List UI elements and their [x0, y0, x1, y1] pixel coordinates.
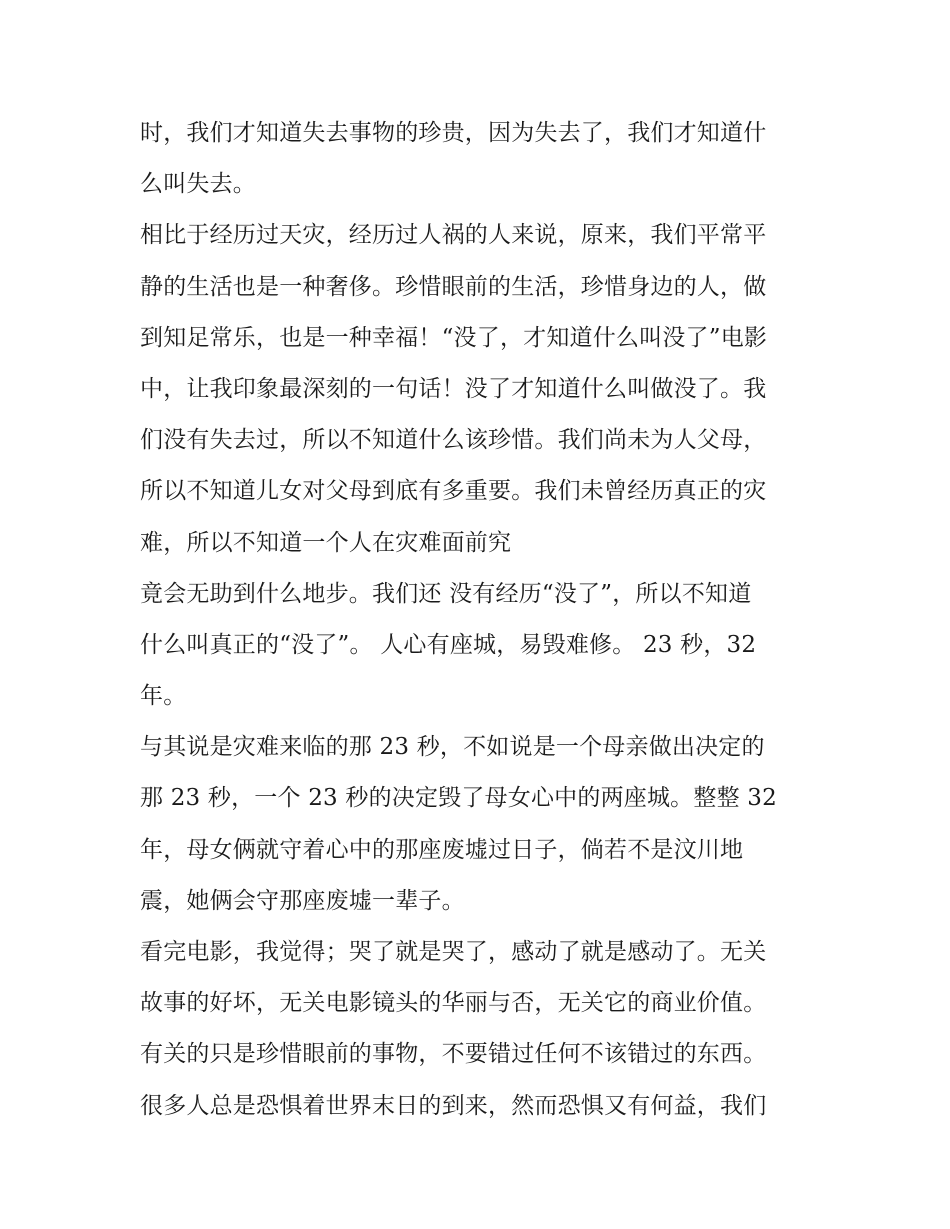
text-line: 么叫失去。	[140, 171, 256, 198]
text-line: 与其说是灾难来临的那 23 秒，不如说是一个母亲做出决定的	[140, 734, 765, 761]
text-line: 到知足常乐，也是一种幸福！“没了，才知道什么叫没了”电影	[140, 324, 768, 351]
text-line: 竟会无助到什么地步。我们还 没有经历“没了”，所以不知道	[140, 580, 752, 607]
text-line: 那 23 秒，一个 23 秒的决定毁了母女心中的两座城。整整 32	[140, 785, 777, 812]
body-text	[140, 108, 820, 1132]
text-line: 静的生活也是一种奢侈。珍惜眼前的生活，珍惜身边的人，做	[140, 273, 767, 300]
text-line: 相比于经历过天灾，经历过人祸的人来说，原来，我们平常平	[140, 222, 767, 249]
text-line: 所以不知道儿女对父母到底有多重要。我们未曾经历真正的灾	[140, 478, 767, 505]
text-line: 年。	[140, 683, 187, 710]
text-line: 故事的好坏，无关电影镜头的华丽与否，无关它的商业价值。	[140, 990, 767, 1017]
text-line: 有关的只是珍惜眼前的事物，不要错过任何不该错过的东西。	[140, 1041, 767, 1068]
text-line: 什么叫真正的“没了”。 人心有座城，易毁难修。 23 秒，32	[140, 631, 757, 658]
text-line: 很多人总是恐惧着世界末日的到来，然而恐惧又有何益，我们	[140, 1092, 767, 1119]
text-line: 看完电影，我觉得；哭了就是哭了，感动了就是感动了。无关	[140, 939, 767, 965]
text-line: 震，她俩会守那座废墟一辈子。	[140, 887, 465, 914]
text-line: 年，母女俩就守着心中的那座废墟过日子，倘若不是汶川地	[140, 836, 744, 863]
text-line: 时，我们才知道失去事物的珍贵，因为失去了，我们才知道什	[140, 120, 767, 146]
text-line: 难，所以不知道一个人在灾难面前究	[140, 529, 512, 556]
text-line: 中，让我印象最深刻的一句话！没了才知道什么叫做没了。我	[140, 375, 767, 402]
text-line: 们没有失去过，所以不知道什么该珍惜。我们尚未为人父母，	[140, 427, 767, 454]
